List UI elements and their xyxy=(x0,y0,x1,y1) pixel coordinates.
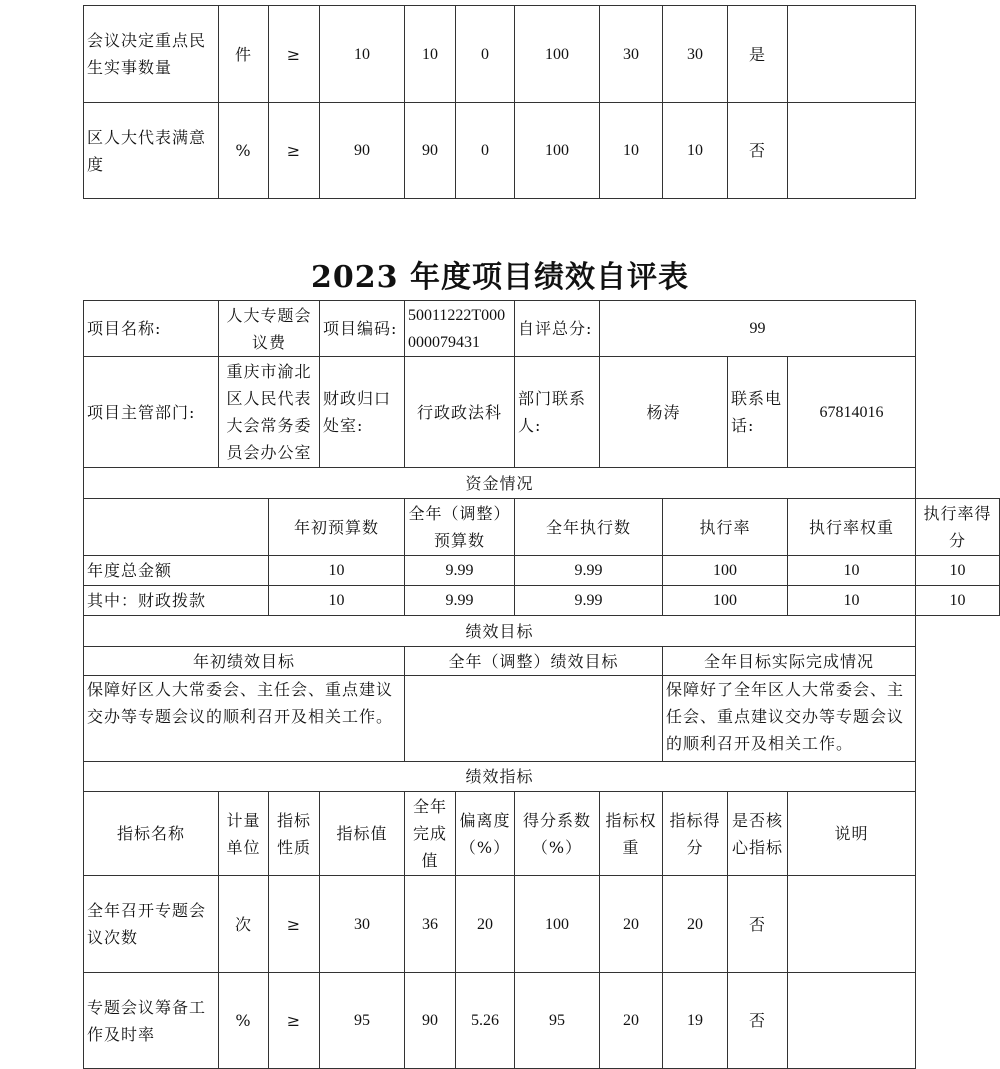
unit-cell: 次 xyxy=(219,876,269,973)
exec-rate-cell: 100 xyxy=(663,556,788,586)
funds-section-title: 资金情况 xyxy=(84,468,916,499)
department-info-row xyxy=(84,357,1000,468)
adjusted-budget-cell: 9.99 xyxy=(405,586,515,616)
nature-cell: ≥ xyxy=(269,876,320,973)
indicators-header-row xyxy=(84,792,1000,876)
actual-value-cell: 36 xyxy=(405,876,456,973)
executed-cell: 9.99 xyxy=(515,586,663,616)
header-deviation: 偏离度（%） xyxy=(456,792,515,876)
header-coefficient: 得分系数（%） xyxy=(515,792,600,876)
core-indicator-cell: 否 xyxy=(728,973,788,1069)
indicator-name: 全年召开专题会议次数 xyxy=(84,876,219,973)
contact-person-label: 部门联系人: xyxy=(515,357,600,468)
table-row xyxy=(84,876,1000,973)
adjusted-goal-text xyxy=(405,676,663,762)
header-nature: 指标性质 xyxy=(269,792,320,876)
coefficient-cell: 95 xyxy=(515,973,600,1069)
exec-rate-cell: 100 xyxy=(663,586,788,616)
funds-header-row xyxy=(84,499,1000,556)
unit-cell: % xyxy=(219,103,269,199)
funds-section-row xyxy=(84,468,1000,499)
rate-weight-cell: 10 xyxy=(788,556,916,586)
header-actual-value: 全年完成值 xyxy=(405,792,456,876)
header-target-value: 指标值 xyxy=(320,792,405,876)
indicators-section-title: 绩效指标 xyxy=(84,762,916,792)
previous-indicator-table xyxy=(83,5,916,199)
deviation-cell: 5.26 xyxy=(456,973,515,1069)
initial-budget-cell: 10 xyxy=(269,586,405,616)
goals-section-title: 绩效目标 xyxy=(84,616,916,647)
goals-section-row xyxy=(84,616,1000,647)
funds-header-adjusted-budget: 全年（调整）预算数 xyxy=(405,499,515,556)
score-cell: 10 xyxy=(663,103,728,199)
note-cell xyxy=(788,973,916,1069)
funds-row-label: 其中：财政拨款 xyxy=(84,586,269,616)
evaluation-table xyxy=(83,300,1000,1069)
header-score: 指标得分 xyxy=(663,792,728,876)
unit-cell: 件 xyxy=(219,6,269,103)
rate-score-cell: 10 xyxy=(916,586,1000,616)
target-value-cell: 90 xyxy=(320,103,405,199)
score-cell: 19 xyxy=(663,973,728,1069)
funds-header-exec-rate: 执行率 xyxy=(663,499,788,556)
target-value-cell: 10 xyxy=(320,6,405,103)
rate-score-cell: 10 xyxy=(916,556,1000,586)
unit-cell: % xyxy=(219,973,269,1069)
nature-cell: ≥ xyxy=(269,103,320,199)
weight-cell: 30 xyxy=(600,6,663,103)
funds-row xyxy=(84,586,1000,616)
executed-cell: 9.99 xyxy=(515,556,663,586)
goals-header-row xyxy=(84,647,1000,676)
indicator-name: 会议决定重点民生实事数量 xyxy=(84,6,219,103)
department-label: 项目主管部门: xyxy=(84,357,219,468)
funds-row xyxy=(84,556,1000,586)
core-indicator-cell: 是 xyxy=(728,6,788,103)
note-cell xyxy=(788,103,916,199)
coefficient-cell: 100 xyxy=(515,876,600,973)
weight-cell: 10 xyxy=(600,103,663,199)
phone-label: 联系电话: xyxy=(728,357,788,468)
indicator-name: 区人大代表满意度 xyxy=(84,103,219,199)
table-row xyxy=(84,6,916,103)
weight-cell: 20 xyxy=(600,876,663,973)
note-cell xyxy=(788,6,916,103)
target-value-cell: 95 xyxy=(320,973,405,1069)
department-value: 重庆市渝北区人民代表大会常务委员会办公室 xyxy=(219,357,320,468)
adjusted-budget-cell: 9.99 xyxy=(405,556,515,586)
nature-cell: ≥ xyxy=(269,973,320,1069)
goals-header-initial: 年初绩效目标 xyxy=(84,647,405,676)
funds-header-initial-budget: 年初预算数 xyxy=(269,499,405,556)
header-core-indicator: 是否核心指标 xyxy=(728,792,788,876)
self-score-label: 自评总分: xyxy=(515,301,600,357)
header-weight: 指标权重 xyxy=(600,792,663,876)
deviation-cell: 20 xyxy=(456,876,515,973)
phone-value: 67814016 xyxy=(788,357,916,468)
finance-office-label: 财政归口处室: xyxy=(320,357,405,468)
coefficient-cell: 100 xyxy=(515,103,600,199)
goals-header-actual: 全年目标实际完成情况 xyxy=(663,647,916,676)
score-cell: 30 xyxy=(663,6,728,103)
core-indicator-cell: 否 xyxy=(728,103,788,199)
table-row xyxy=(84,973,1000,1069)
actual-goal-text: 保障好了全年区人大常委会、主任会、重点建议交办等专题会议的顺利召开及相关工作。 xyxy=(663,676,916,762)
funds-header-executed: 全年执行数 xyxy=(515,499,663,556)
header-unit: 计量单位 xyxy=(219,792,269,876)
header-note: 说明 xyxy=(788,792,916,876)
initial-budget-cell: 10 xyxy=(269,556,405,586)
contact-person-value: 杨涛 xyxy=(600,357,728,468)
project-name-value: 人大专题会议费 xyxy=(219,301,320,357)
deviation-cell: 0 xyxy=(456,6,515,103)
project-name-label: 项目名称: xyxy=(84,301,219,357)
project-info-row xyxy=(84,301,1000,357)
table-row xyxy=(84,103,916,199)
nature-cell: ≥ xyxy=(269,6,320,103)
rate-weight-cell: 10 xyxy=(788,586,916,616)
score-cell: 20 xyxy=(663,876,728,973)
weight-cell: 20 xyxy=(600,973,663,1069)
project-code-label: 项目编码: xyxy=(320,301,405,357)
goals-header-adjusted: 全年（调整）绩效目标 xyxy=(405,647,663,676)
funds-header-rate-weight: 执行率权重 xyxy=(788,499,916,556)
header-indicator-name: 指标名称 xyxy=(84,792,219,876)
target-value-cell: 30 xyxy=(320,876,405,973)
indicators-section-row xyxy=(84,762,1000,792)
actual-value-cell: 90 xyxy=(405,973,456,1069)
finance-office-value: 行政政法科 xyxy=(405,357,515,468)
core-indicator-cell: 否 xyxy=(728,876,788,973)
project-code-value: 50011222T000000079431 xyxy=(405,301,515,357)
actual-value-cell: 10 xyxy=(405,6,456,103)
funds-header-rate-score: 执行率得分 xyxy=(916,499,1000,556)
actual-value-cell: 90 xyxy=(405,103,456,199)
page-title: 2023 年度项目绩效自评表 xyxy=(311,260,689,295)
funds-row-label: 年度总金额 xyxy=(84,556,269,586)
note-cell xyxy=(788,876,916,973)
indicator-name: 专题会议筹备工作及时率 xyxy=(84,973,219,1069)
initial-goal-text: 保障好区人大常委会、主任会、重点建议交办等专题会议的顺利召开及相关工作。 xyxy=(84,676,405,762)
funds-header-blank xyxy=(84,499,269,556)
self-score-value: 99 xyxy=(600,301,916,357)
deviation-cell: 0 xyxy=(456,103,515,199)
coefficient-cell: 100 xyxy=(515,6,600,103)
goals-content-row xyxy=(84,676,1000,762)
